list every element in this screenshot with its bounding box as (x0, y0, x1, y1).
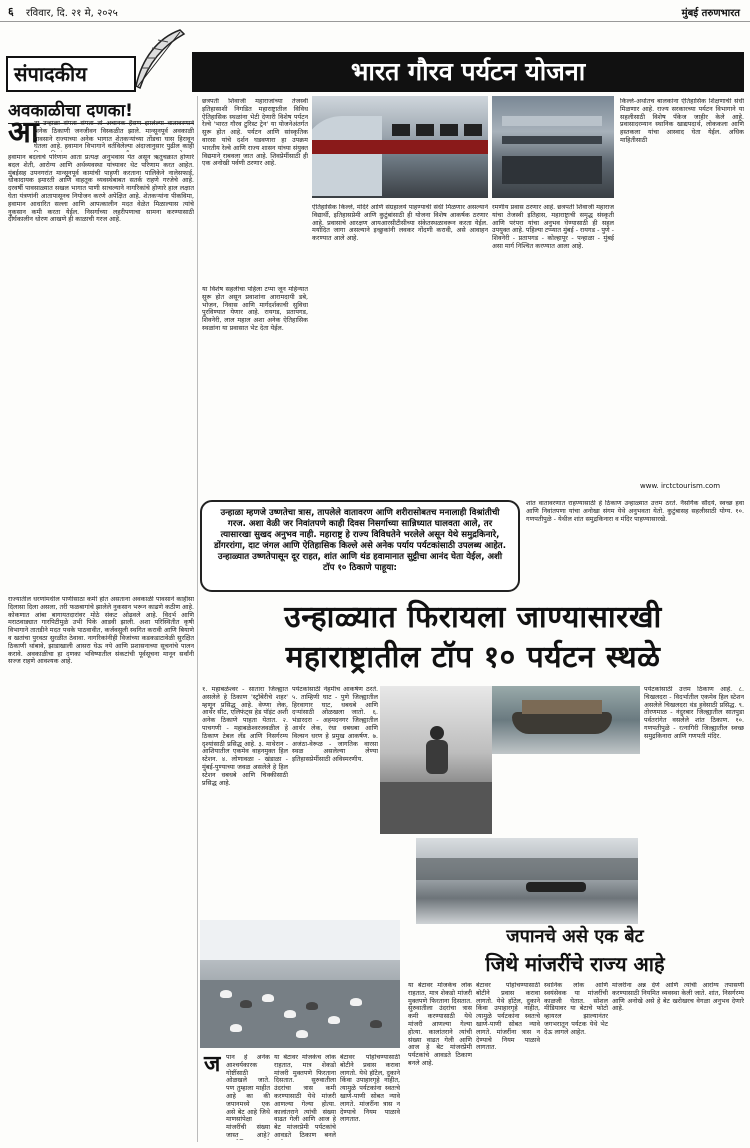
bharat-gaurav-col-4: किल्ले-अर्थातच बालकांना ऐतिहासिक शिक्षणाची संधी मिळणार आहे. राज्य सरकारच्या पर्यटन विभागाने या सहलीसाठी विशेष पॅकेज जाहीर केले आहे. प्रवासादरम्यान स्थानिक खाद्यपदार्थ, लोककला आणि हस्तकला यांचा आस्वाद घेता येईल. अधिक माहितीसाठी (620, 98, 744, 144)
top10-headline-line1: उन्हाळ्यात फिरायला जाण्यासारखी (284, 600, 662, 635)
issue-date: रविवार, दि. २१ मे, २०२५ (26, 8, 118, 19)
japan-col-1: पान हे अनेक आश्चर्यकारक गोष्टींसाठी ओळखले जाते. पण तुम्हाला माहीत आहे का की जपानमध्ये एक असे बेट आहे जिथे माणसांपेक्षा मांजरींची संख्या जास्त आहे? (226, 1054, 270, 1139)
quill-icon (128, 28, 188, 92)
japan-headline-line1: जपानचे असे एक बेट (506, 926, 644, 947)
japan-col-3: या बेटावर मोजकेच लोक राहतात, मात्र शेकडो मांजरी मुक्तपणे फिरताना दिसतात. सुरुवातीला उंदरांचा त्रास कमी करण्यासाठी येथे मांजरी आणल्या गेल्या होत्या. कालांतराने त्यांची संख्या वाढत गेली आणि आज हे बेट मांजरप्रेमी पर्यटकांचे आवडते ठिकाण बनले आहे. (408, 982, 472, 1067)
top10-headline-line2: महाराष्ट्रातील टॉप १० पर्यटन स्थळे (285, 640, 661, 675)
japan-col-2: बेटावर पोहोचण्यासाठी बोटीने प्रवास करावा लागतो. येथे हॉटेल, दुकाने किंवा उपाहारगृहे नाहीत, त्यामुळे पर्यटकांना स्वतःचे खाणे-पाणी सोबत न्यावे लागते. मांजरींना त्रास न देण्याचे नियम पाळावे लागतात. (340, 1054, 400, 1124)
top10-col-1: १. महाबळेश्वर - सातारा जिल्ह्यात असलेले हे ठिकाण 'स्ट्रॉबेरीचे शहर' म्हणून प्रसिद्ध आहे. वेण्णा लेक, आर्थर सीट, एलिफंट्स हेड पॉइंट अशी अनेक ठिकाणे पाहता येतात. २. पाचगणी - महाबळेश्वरजवळील हे ठिकाण टेबल लँड आणि निसर्गरम्य दृश्यांसाठी प्रसिद्ध आहे. ३. माथेरान - आशियातील एकमेव वाहनमुक्त हिल स्टेशन. ४. लोणावळा - खंडाळा - मुंबई-पुण्याच्या जवळ असलेले हे हिल स्टेशन धबधबे आणि चिक्कीसाठी प्रसिद्ध आहे. (202, 686, 288, 787)
column-divider (197, 96, 198, 1142)
top10-intro-side: शांत वातावरणात राहण्यासाठी हे ठिकाण उन्हाळ्यात उत्तम ठरते. नैसर्गिक सौंदर्य, स्वच्छ हवा आणि निवांतपणा यांचा अनोखा संगम येथे अनुभवता येतो. कुटुंबासह सहलीसाठी योग्य. १०. गणपतीपुळे - येथील शांत समुद्रकिनारा व मंदिर पाहण्यासारखे. (526, 500, 744, 523)
page-number: ६ (8, 5, 14, 18)
editorial-body-1: हवामान बदलाचे परिणाम आता प्रत्यक्ष अनुभवास येत असून ऋतुचक्रात होणारे बदल शेती, आरोग्य आणि अर्थव्यवस्था यांच्यावर थेट परिणाम करत आहेत. मुंबईसह उपनगरांत मान्सूनपूर्व कामांची पाहणी करताना पालिकेने नालेसफाई, धोकादायक इमारती आणि वाहतूक व्यवस्थेबाबत सतर्क राहणे गरजेचे आहे. दरवर्षी पावसाळ्यात सखल भागात पाणी साचल्याने नागरिकांचे होणारे हाल लक्षात घेता यंत्रणांनी आतापासूनच नियोजन करणे अपेक्षित आहे. शेतकऱ्यांना पीकविमा, हवामान आधारित सल्ला आणि आपत्कालीन मदत वेळेत मिळाल्यास त्यांचे नुकसान कमी करता येईल. निसर्गाच्या लहरीपणाचा सामना करण्यासाठी दीर्घकालीन धोरण आखणे ही काळाची गरज आहे. (8, 154, 194, 224)
paper-name: मुंबई तरुणभारत (681, 8, 740, 19)
bharat-gaurav-headline: भारत गौरव पर्यटन योजना (192, 52, 744, 92)
japan-col-1b: या बेटावर मोजकेच लोक राहतात, मात्र शेकडो मांजरी मुक्तपणे फिरताना दिसतात. सुरुवातीला उंदरांचा त्रास कमी करण्यासाठी येथे मांजरी आणल्या गेल्या होत्या. कालांतराने त्यांची संख्या वाढत गेली आणि आज हे बेट मांजरप्रेमी पर्यटकांचे आवडते ठिकाण बनले (274, 1054, 336, 1139)
editorial-body-2: राज्यातील धरणांमधील पाणीसाठा कमी होत असताना अवकाळी पावसाने काहीसा दिलासा दिला असला, तरी फळबागांचे झालेले नुकसान भरून काढणे कठीण आहे. कोकणात आंबा बागायतदारांवर मोठे संकट ओढवले आहे. विदर्भ आणि मराठवाड्यात गारपिटीमुळे उभी पिके आडवी झाली. अशा परिस्थितीत कृषी विभागाने तातडीने मदत पथके पाठवावीत, कर्जवसुली स्थगित करावी आणि बियाणे व खतांचा पुरवठा सुरळीत ठेवावा. नागरिकांनीही विजांच्या कडकडाटावेळी सुरक्षित ठिकाणी थांबावे, झाडाखाली आसरा घेऊ नये आणि प्रशासनाच्या सूचनांचे पालन करावे. अवकाळीचा हा दणका भविष्यातील संकटांची पूर्वसूचना मानून सर्वांनी सज्ज राहणे आवश्यक आहे. (8, 596, 194, 666)
train-photo (312, 96, 488, 198)
bharat-gaurav-col-2: ऐतिहासिक किल्ले, मंदिरे आणि संग्रहालये पाहण्याची संधी मिळणार असल्याने विद्यार्थी, इतिहासप्रेमी आणि कुटुंबांसाठी ही योजना विशेष आकर्षक ठरणार आहे. प्रवासाचे आरक्षण आयआरसीटीसीच्या संकेतस्थळावरून करता येईल. मर्यादित जागा असल्याने इच्छुकांनी लवकर नोंदणी करावी, असे आवाहन करण्यात आले आहे. (312, 204, 488, 243)
japan-headline (404, 924, 746, 978)
editorial-body-intro: ता उन्हाळा संपता संपता तो अचानक हैराण झालेल्या वातावरणाने अनेक ठिकाणी जनजीवन विस्कळीत झाले. मान्सूनपूर्व अवकाळी पावसाने राज्याच्या अनेक भागात शेतकऱ्यांच्या तोंडचा घास हिरावून घेतला आहे. हवामान विभागाने वर्तविलेल्या अंदाजानुसार पुढील काही (34, 120, 194, 151)
japan-col-4: बेटावर पोहोचण्यासाठी बोटीने प्रवास करावा लागतो. येथे हॉटेल, दुकाने किंवा उपाहारगृहे नाहीत, त्यामुळे पर्यटकांना स्वतःचे खाणे-पाणी सोबत न्यावे लागते. मांजरींना त्रास न देण्याचे नियम पाळावे लागतात. (476, 982, 540, 1052)
editorial-headline: अवकाळीचा दणका! (8, 98, 194, 124)
houseboat-photo (492, 686, 640, 754)
section-title: संपादकीय (14, 62, 87, 86)
bharat-gaurav-col-1b: या विशेष सहलीचा पहिला टप्पा जून महिन्यात सुरू होत असून प्रवाशांना आरामदायी डबे, भोजन, निवास आणि मार्गदर्शकाची सुविधा पुरविण्यात येणार आहे. रायगड, प्रतापगड, शिवनेरी, लाल महाल अशा अनेक ऐतिहासिक स्थळांना या प्रवासात भेट देता येईल. (202, 286, 308, 332)
intro-quote: उन्हाळा म्हणजे उष्णतेचा त्रास, तापलेले वातावरण आणि शरीरासोबतच मनालाही विश्रांतीची गरज. अशा वेळी जर निवांतपणे काही दिवस निसर्गाच्या सान्निध्यात घालवता आले, तर त्यासारखा सुखद अनुभव नाही. महाराष्ट्र हे राज्य विविधतेने भरलेले असून येथे समुद्रकिनारे, डोंगररांगा, दाट जंगल आणि ऐतिहासिक किल्ले असे अनेक पर्याय पर्यटकांसाठी उपलब्ध आहेत. उन्हाळ्यात उष्णतेपासून दूर राहत, शांत आणि थंड हवामानात सुट्टीचा आनंद घेता येईल, अशी टॉप १० ठिकाणे पाहूया: (200, 500, 520, 592)
train-interior-photo (492, 96, 614, 198)
traveller-photo (380, 686, 492, 834)
top10-col-2: पर्यटकांसाठी नेहमीच आकर्षण ठरते. ५. ताम्हिणी घाट - पुणे जिल्ह्यातील हिरवागार घाट, धबधबे आणि दऱ्यांसाठी ओळखला जातो. ६. भंडारदरा - अहमदनगर जिल्ह्यातील आर्थर लेक, रंधा धबधबा आणि विल्सन धरण हे प्रमुख आकर्षण. ७. अजंठा-वेरूळ - जागतिक वारसा स्थळ असलेल्या लेण्या इतिहासप्रेमींसाठी अविस्मरणीय. (292, 686, 378, 764)
japan-col-6: मांजरींना अन्न देणे आणि त्यांची आरोग्य तपासणी करण्यासाठी नियमित व्यवस्था केली जाते. शांत, निसर्गरम्य आणि अनोखे असे हे बेट खरोखरच वेगळा अनुभव देणारे आहे. (612, 982, 744, 1013)
irctc-link[interactable]: www. irctctourism.com (640, 482, 721, 490)
top10-col-3: पर्यटकांसाठी उत्तम ठिकाण आहे. ८. चिखलदरा - विदर्भातील एकमेव हिल स्टेशन असलेले चिखलदरा थंड हवेसाठी प्रसिद्ध. ९. तोरणमाळ - नंदुरबार जिल्ह्यातील सातपुडा पर्वतरांगेत वसलेले शांत ठिकाण. १०. गणपतीपुळे - रत्नागिरी जिल्ह्यातील स्वच्छ समुद्रकिनारा आणि गणपती मंदिर. (644, 686, 744, 740)
lake-photo (416, 838, 638, 924)
editorial-dropcap: आ (8, 115, 39, 150)
bharat-gaurav-col-1: छत्रपती शिवाजी महाराजांच्या तेजस्वी इतिहासाशी निगडित महाराष्ट्रातील विविध ऐतिहासिक स्थळांना भेटी देणारी विशेष पर्यटन रेल्वे 'भारत गौरव टुरिस्ट ट्रेन' या योजनेअंतर्गत सुरू होत आहे. पर्यटन आणि सांस्कृतिक वारसा यांचे दर्शन घडवणारा हा उपक्रम भारतीय रेल्वे आणि राज्य शासन यांच्या संयुक्त विद्यमाने राबवला जात आहे. शिवप्रेमींसाठी ही एक अनोखी पर्वणी ठरणार आहे. (202, 98, 308, 168)
japan-headline-line2: जिथे मांजरींचे राज्य आहे (485, 952, 665, 976)
cat-island-photo (200, 920, 400, 1048)
bharat-gaurav-col-3: रमणीय प्रवास ठरणार आहे. छत्रपती शिवाजी महाराज यांचा तेजस्वी इतिहास, महाराष्ट्राची समृद्ध संस्कृती आणि परंपरा यांचा अनुभव घेण्यासाठी ही सहल उपयुक्त आहे. पहिल्या टप्प्यात मुंबई - रायगड - पुणे - शिवनेरी - प्रतापगड - कोल्हापूर - पन्हाळा - मुंबई असा मार्ग निश्चित करण्यात आला आहे. (492, 204, 614, 250)
japan-col-5: स्थानिक लोक आणि स्वयंसेवक या मांजरींची काळजी घेतात. सोशल मीडियावर या बेटाचे फोटो व्हायरल झाल्यानंतर जगभरातून पर्यटक येथे भेट देऊ लागले आहेत. (544, 982, 608, 1036)
top10-headline (200, 598, 746, 678)
japan-dropcap: ज (204, 1052, 221, 1077)
